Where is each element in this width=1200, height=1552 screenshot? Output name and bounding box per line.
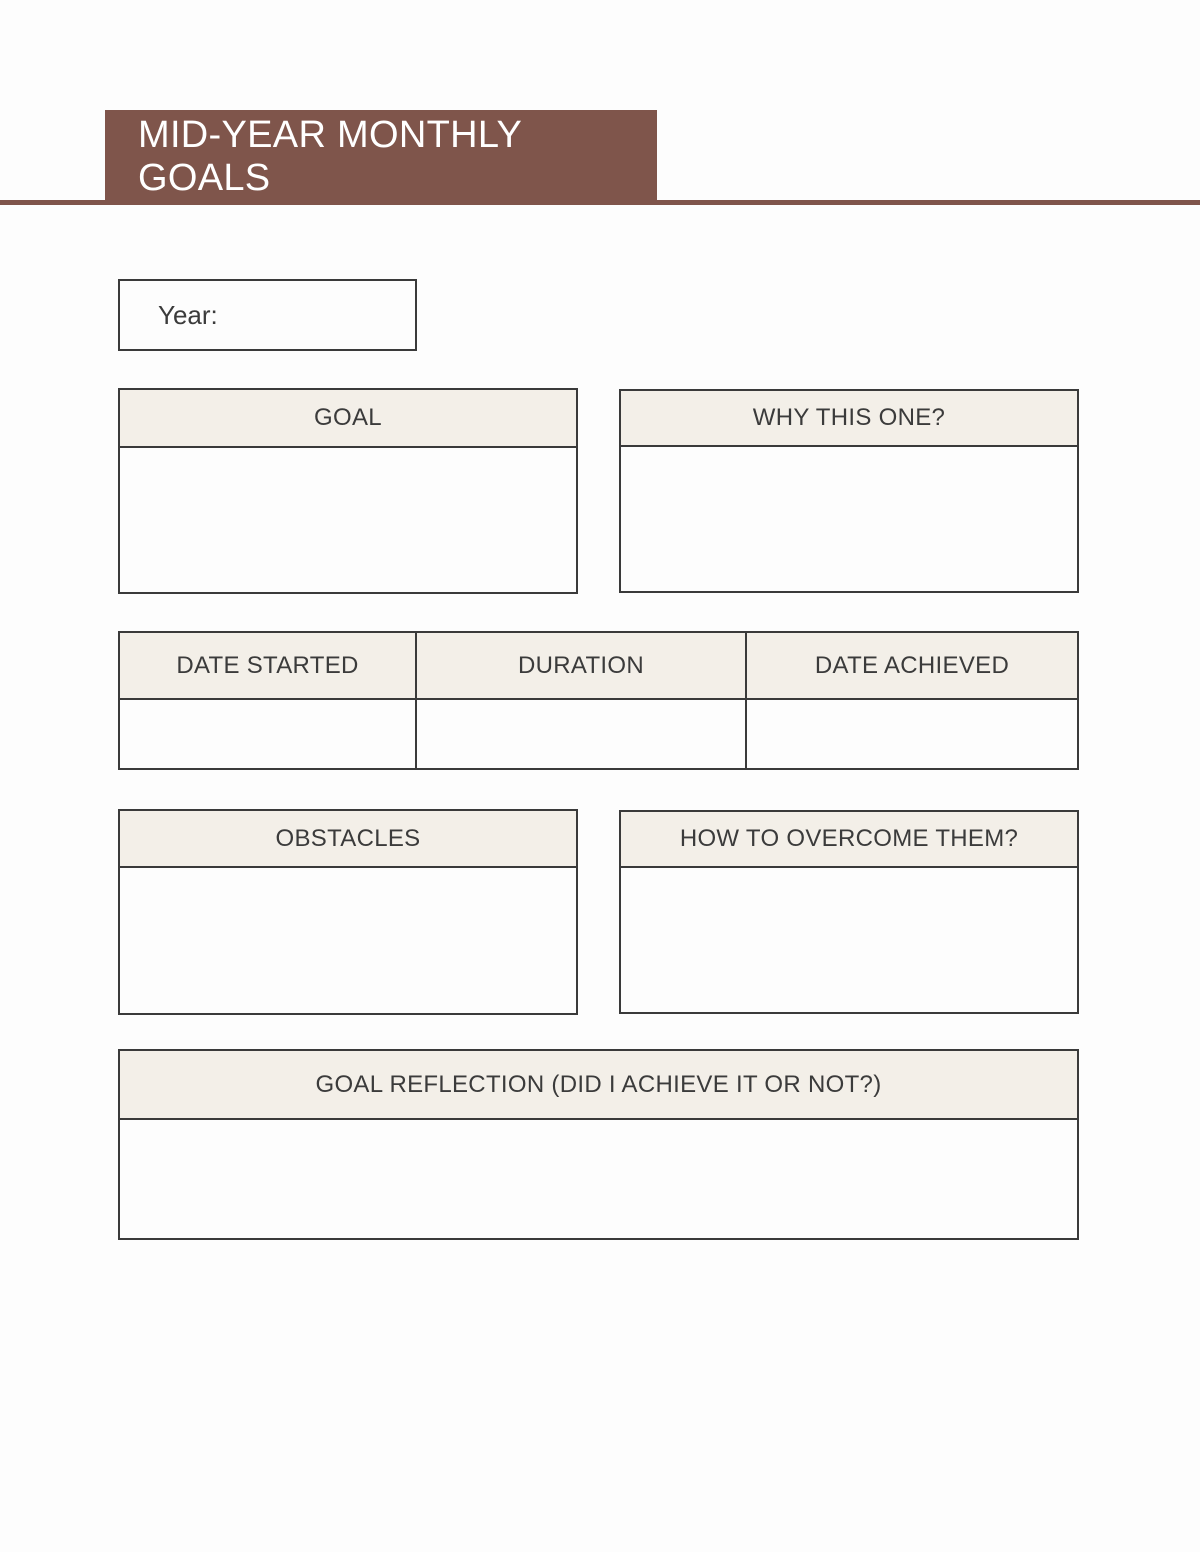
duration-cell[interactable]	[417, 700, 747, 768]
overcome-entry-area[interactable]	[621, 868, 1077, 1012]
obstacles-header-label: OBSTACLES	[275, 824, 421, 852]
date-achieved-header	[747, 633, 1077, 700]
date-started-cell[interactable]	[120, 700, 417, 768]
goal-reflection-box	[118, 1049, 1079, 1240]
goal-reflection-header	[120, 1051, 1077, 1120]
duration-header	[417, 633, 747, 700]
dates-table	[118, 631, 1079, 770]
goal-reflection-header-label: GOAL REFLECTION (DID I ACHIEVE IT OR NOT?)	[315, 1070, 882, 1098]
goal-box	[118, 388, 578, 594]
obstacles-box	[118, 809, 578, 1015]
why-this-one-header	[621, 391, 1077, 447]
goal-header	[120, 390, 576, 448]
date-achieved-cell[interactable]	[747, 700, 1077, 768]
goal-reflection-entry-area[interactable]	[120, 1120, 1077, 1238]
overcome-header	[621, 812, 1077, 868]
year-label: Year:	[158, 299, 218, 330]
why-this-one-header-label: WHY THIS ONE?	[752, 404, 946, 431]
obstacles-header	[120, 811, 576, 868]
overcome-box	[619, 810, 1079, 1014]
goal-entry-area[interactable]	[120, 448, 576, 592]
page-title-banner	[105, 110, 657, 204]
overcome-header-label: HOW TO OVERCOME THEM?	[679, 825, 1019, 852]
page-title: MID-YEAR MONTHLY GOALS	[138, 114, 522, 199]
why-this-one-entry-area[interactable]	[621, 447, 1077, 591]
why-this-one-box	[619, 389, 1079, 593]
goal-header-label: GOAL	[314, 404, 382, 431]
duration-label: DURATION	[518, 651, 644, 679]
date-started-label: DATE STARTED	[176, 651, 359, 679]
year-field[interactable]	[118, 279, 417, 351]
obstacles-entry-area[interactable]	[120, 868, 576, 1013]
date-started-header	[120, 633, 417, 700]
date-achieved-label: DATE ACHIEVED	[814, 651, 1010, 679]
